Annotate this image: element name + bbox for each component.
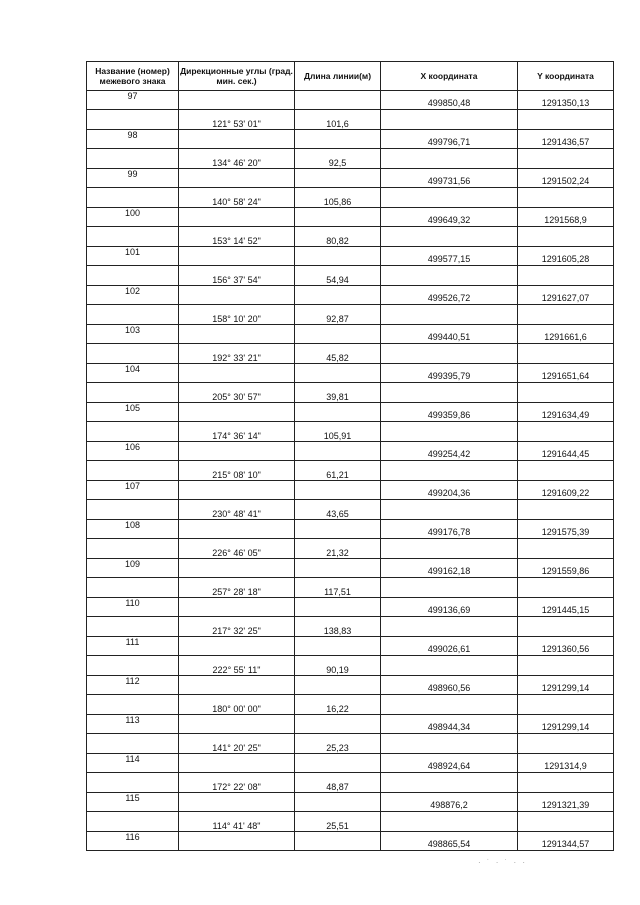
segment-row	[87, 773, 614, 793]
line-length: 101,6	[295, 110, 381, 130]
mark-row	[87, 403, 614, 422]
x-coordinate: 499254,42	[381, 442, 518, 461]
segment-row	[87, 422, 614, 442]
header-y-coordinate: Y координата	[518, 62, 614, 91]
empty-cell	[295, 130, 381, 149]
y-coordinate: 1291609,22	[518, 481, 614, 500]
boundary-marks-table	[86, 61, 614, 851]
mark-name: 112	[87, 676, 179, 695]
empty-cell	[518, 305, 614, 325]
mark-name: 109	[87, 559, 179, 578]
direction-angle: 158° 10' 20"	[179, 305, 295, 325]
empty-cell	[518, 578, 614, 598]
mark-name: 107	[87, 481, 179, 500]
empty-cell	[179, 637, 295, 656]
empty-cell	[179, 130, 295, 149]
header-x-coordinate: X координата	[381, 62, 518, 91]
mark-row	[87, 130, 614, 149]
mark-name: 97	[87, 91, 179, 110]
empty-cell	[381, 812, 518, 832]
y-coordinate: 1291314,9	[518, 754, 614, 773]
mark-row	[87, 832, 614, 851]
mark-row	[87, 169, 614, 188]
x-coordinate: 498924,64	[381, 754, 518, 773]
line-length: 80,82	[295, 227, 381, 247]
line-length: 105,91	[295, 422, 381, 442]
x-coordinate: 498876,2	[381, 793, 518, 812]
empty-cell	[381, 188, 518, 208]
y-coordinate: 1291299,14	[518, 676, 614, 695]
empty-cell	[179, 364, 295, 383]
direction-angle: 226° 46' 05"	[179, 539, 295, 559]
empty-cell	[295, 754, 381, 773]
y-coordinate: 1291605,28	[518, 247, 614, 266]
direction-angle: 134° 46' 20"	[179, 149, 295, 169]
line-length: 25,51	[295, 812, 381, 832]
empty-cell	[295, 715, 381, 734]
empty-cell	[295, 520, 381, 539]
empty-cell	[381, 773, 518, 793]
y-coordinate: 1291661,6	[518, 325, 614, 344]
x-coordinate: 498865,54	[381, 832, 518, 851]
mark-name: 114	[87, 754, 179, 773]
x-coordinate: 499162,18	[381, 559, 518, 578]
empty-cell	[179, 520, 295, 539]
mark-name: 98	[87, 130, 179, 149]
empty-cell	[87, 578, 179, 598]
empty-cell	[87, 812, 179, 832]
empty-cell	[518, 695, 614, 715]
empty-cell	[381, 461, 518, 481]
empty-cell	[518, 539, 614, 559]
direction-angle: 121° 53' 01"	[179, 110, 295, 130]
segment-row	[87, 266, 614, 286]
y-coordinate: 1291344,57	[518, 832, 614, 851]
y-coordinate: 1291299,14	[518, 715, 614, 734]
y-coordinate: 1291644,45	[518, 442, 614, 461]
direction-angle: 257° 28' 18"	[179, 578, 295, 598]
header-mark-name: Название (номер) межевого знака	[87, 62, 179, 91]
empty-cell	[179, 715, 295, 734]
y-coordinate: 1291651,64	[518, 364, 614, 383]
empty-cell	[518, 617, 614, 637]
segment-row	[87, 227, 614, 247]
empty-cell	[179, 793, 295, 812]
x-coordinate: 498960,56	[381, 676, 518, 695]
empty-cell	[179, 442, 295, 461]
mark-row	[87, 559, 614, 578]
empty-cell	[87, 188, 179, 208]
line-length: 92,5	[295, 149, 381, 169]
empty-cell	[295, 403, 381, 422]
direction-angle: 114° 41' 48"	[179, 812, 295, 832]
mark-name: 111	[87, 637, 179, 656]
line-length: 43,65	[295, 500, 381, 520]
empty-cell	[295, 832, 381, 851]
segment-row	[87, 500, 614, 520]
empty-cell	[179, 598, 295, 617]
empty-cell	[381, 266, 518, 286]
mark-row	[87, 793, 614, 812]
x-coordinate: 499526,72	[381, 286, 518, 305]
empty-cell	[295, 793, 381, 812]
empty-cell	[87, 539, 179, 559]
empty-cell	[295, 598, 381, 617]
empty-cell	[518, 227, 614, 247]
empty-cell	[87, 305, 179, 325]
line-length: 54,94	[295, 266, 381, 286]
empty-cell	[381, 539, 518, 559]
mark-row	[87, 208, 614, 227]
mark-row	[87, 676, 614, 695]
mark-name: 110	[87, 598, 179, 617]
empty-cell	[87, 344, 179, 364]
segment-row	[87, 461, 614, 481]
segment-row	[87, 695, 614, 715]
direction-angle: 215° 08' 10"	[179, 461, 295, 481]
direction-angle: 180° 00' 00"	[179, 695, 295, 715]
x-coordinate: 499359,86	[381, 403, 518, 422]
y-coordinate: 1291559,86	[518, 559, 614, 578]
x-coordinate: 499850,48	[381, 91, 518, 110]
y-coordinate: 1291502,24	[518, 169, 614, 188]
segment-row	[87, 149, 614, 169]
empty-cell	[179, 91, 295, 110]
y-coordinate: 1291575,39	[518, 520, 614, 539]
empty-cell	[518, 188, 614, 208]
empty-cell	[295, 481, 381, 500]
segment-row	[87, 188, 614, 208]
line-length: 16,22	[295, 695, 381, 715]
empty-cell	[87, 110, 179, 130]
line-length: 105,86	[295, 188, 381, 208]
empty-cell	[179, 676, 295, 695]
header-line-length: Длина линии(м)	[295, 62, 381, 91]
y-coordinate: 1291350,13	[518, 91, 614, 110]
mark-row	[87, 364, 614, 383]
segment-row	[87, 617, 614, 637]
x-coordinate: 499731,56	[381, 169, 518, 188]
x-coordinate: 499649,32	[381, 208, 518, 227]
empty-cell	[381, 383, 518, 403]
empty-cell	[518, 773, 614, 793]
empty-cell	[518, 383, 614, 403]
segment-row	[87, 734, 614, 754]
empty-cell	[381, 695, 518, 715]
mark-name: 116	[87, 832, 179, 851]
empty-cell	[518, 461, 614, 481]
empty-cell	[518, 500, 614, 520]
mark-row	[87, 247, 614, 266]
y-coordinate: 1291321,39	[518, 793, 614, 812]
y-coordinate: 1291436,57	[518, 130, 614, 149]
x-coordinate: 499577,15	[381, 247, 518, 266]
direction-angle: 192° 33' 21"	[179, 344, 295, 364]
mark-row	[87, 715, 614, 734]
empty-cell	[518, 422, 614, 442]
empty-cell	[295, 169, 381, 188]
empty-cell	[381, 110, 518, 130]
empty-cell	[295, 442, 381, 461]
segment-row	[87, 383, 614, 403]
mark-row	[87, 520, 614, 539]
empty-cell	[381, 500, 518, 520]
x-coordinate: 499796,71	[381, 130, 518, 149]
empty-cell	[87, 149, 179, 169]
empty-cell	[179, 208, 295, 227]
x-coordinate: 499026,61	[381, 637, 518, 656]
line-length: 138,83	[295, 617, 381, 637]
line-length: 117,51	[295, 578, 381, 598]
empty-cell	[87, 383, 179, 403]
line-length: 61,21	[295, 461, 381, 481]
empty-cell	[381, 422, 518, 442]
mark-name: 104	[87, 364, 179, 383]
empty-cell	[381, 149, 518, 169]
empty-cell	[295, 364, 381, 383]
x-coordinate: 499176,78	[381, 520, 518, 539]
x-coordinate: 499440,51	[381, 325, 518, 344]
empty-cell	[381, 227, 518, 247]
empty-cell	[295, 637, 381, 656]
direction-angle: 153° 14' 52"	[179, 227, 295, 247]
line-length: 90,19	[295, 656, 381, 676]
y-coordinate: 1291634,49	[518, 403, 614, 422]
direction-angle: 141° 20' 25"	[179, 734, 295, 754]
direction-angle: 222° 55' 11"	[179, 656, 295, 676]
empty-cell	[295, 91, 381, 110]
y-coordinate: 1291627,07	[518, 286, 614, 305]
empty-cell	[381, 617, 518, 637]
empty-cell	[381, 656, 518, 676]
segment-row	[87, 539, 614, 559]
table-header-row	[87, 62, 614, 91]
mark-row	[87, 325, 614, 344]
empty-cell	[518, 734, 614, 754]
empty-cell	[87, 656, 179, 676]
x-coordinate: 498944,34	[381, 715, 518, 734]
line-length: 92,87	[295, 305, 381, 325]
mark-row	[87, 286, 614, 305]
line-length: 48,87	[295, 773, 381, 793]
direction-angle: 174° 36' 14"	[179, 422, 295, 442]
empty-cell	[87, 227, 179, 247]
empty-cell	[87, 461, 179, 481]
mark-name: 103	[87, 325, 179, 344]
header-direction-angle: Дирекционные углы (град. мин. сек.)	[179, 62, 295, 91]
empty-cell	[87, 500, 179, 520]
empty-cell	[179, 559, 295, 578]
mark-name: 108	[87, 520, 179, 539]
direction-angle: 230° 48' 41"	[179, 500, 295, 520]
line-length: 45,82	[295, 344, 381, 364]
empty-cell	[518, 812, 614, 832]
empty-cell	[179, 481, 295, 500]
empty-cell	[87, 422, 179, 442]
line-length: 25,23	[295, 734, 381, 754]
x-coordinate: 499395,79	[381, 364, 518, 383]
empty-cell	[179, 169, 295, 188]
empty-cell	[381, 344, 518, 364]
empty-cell	[518, 344, 614, 364]
mark-row	[87, 481, 614, 500]
segment-row	[87, 812, 614, 832]
empty-cell	[295, 676, 381, 695]
segment-row	[87, 656, 614, 676]
empty-cell	[295, 325, 381, 344]
mark-row	[87, 442, 614, 461]
direction-angle: 217° 32' 25"	[179, 617, 295, 637]
empty-cell	[295, 559, 381, 578]
segment-row	[87, 578, 614, 598]
y-coordinate: 1291445,15	[518, 598, 614, 617]
direction-angle: 205° 30' 57"	[179, 383, 295, 403]
segment-row	[87, 344, 614, 364]
empty-cell	[381, 578, 518, 598]
empty-cell	[295, 208, 381, 227]
empty-cell	[179, 754, 295, 773]
empty-cell	[518, 656, 614, 676]
scan-specks: · ˙ · ˙ · ·	[478, 858, 528, 867]
segment-row	[87, 305, 614, 325]
x-coordinate: 499204,36	[381, 481, 518, 500]
empty-cell	[179, 832, 295, 851]
empty-cell	[87, 695, 179, 715]
x-coordinate: 499136,69	[381, 598, 518, 617]
empty-cell	[518, 110, 614, 130]
segment-row	[87, 110, 614, 130]
empty-cell	[87, 734, 179, 754]
empty-cell	[518, 266, 614, 286]
mark-name: 113	[87, 715, 179, 734]
direction-angle: 172° 22' 08"	[179, 773, 295, 793]
mark-row	[87, 637, 614, 656]
mark-name: 115	[87, 793, 179, 812]
mark-name: 106	[87, 442, 179, 461]
mark-name: 105	[87, 403, 179, 422]
empty-cell	[87, 773, 179, 793]
y-coordinate: 1291568,9	[518, 208, 614, 227]
mark-row	[87, 598, 614, 617]
empty-cell	[295, 286, 381, 305]
empty-cell	[179, 403, 295, 422]
empty-cell	[87, 617, 179, 637]
empty-cell	[179, 247, 295, 266]
line-length: 39,81	[295, 383, 381, 403]
empty-cell	[87, 266, 179, 286]
empty-cell	[179, 286, 295, 305]
empty-cell	[518, 149, 614, 169]
mark-name: 100	[87, 208, 179, 227]
table-body	[87, 91, 614, 851]
direction-angle: 156° 37' 54"	[179, 266, 295, 286]
mark-name: 99	[87, 169, 179, 188]
empty-cell	[179, 325, 295, 344]
mark-row	[87, 91, 614, 110]
mark-row	[87, 754, 614, 773]
mark-name: 102	[87, 286, 179, 305]
empty-cell	[381, 305, 518, 325]
y-coordinate: 1291360,56	[518, 637, 614, 656]
empty-cell	[295, 247, 381, 266]
line-length: 21,32	[295, 539, 381, 559]
mark-name: 101	[87, 247, 179, 266]
direction-angle: 140° 58' 24"	[179, 188, 295, 208]
empty-cell	[381, 734, 518, 754]
